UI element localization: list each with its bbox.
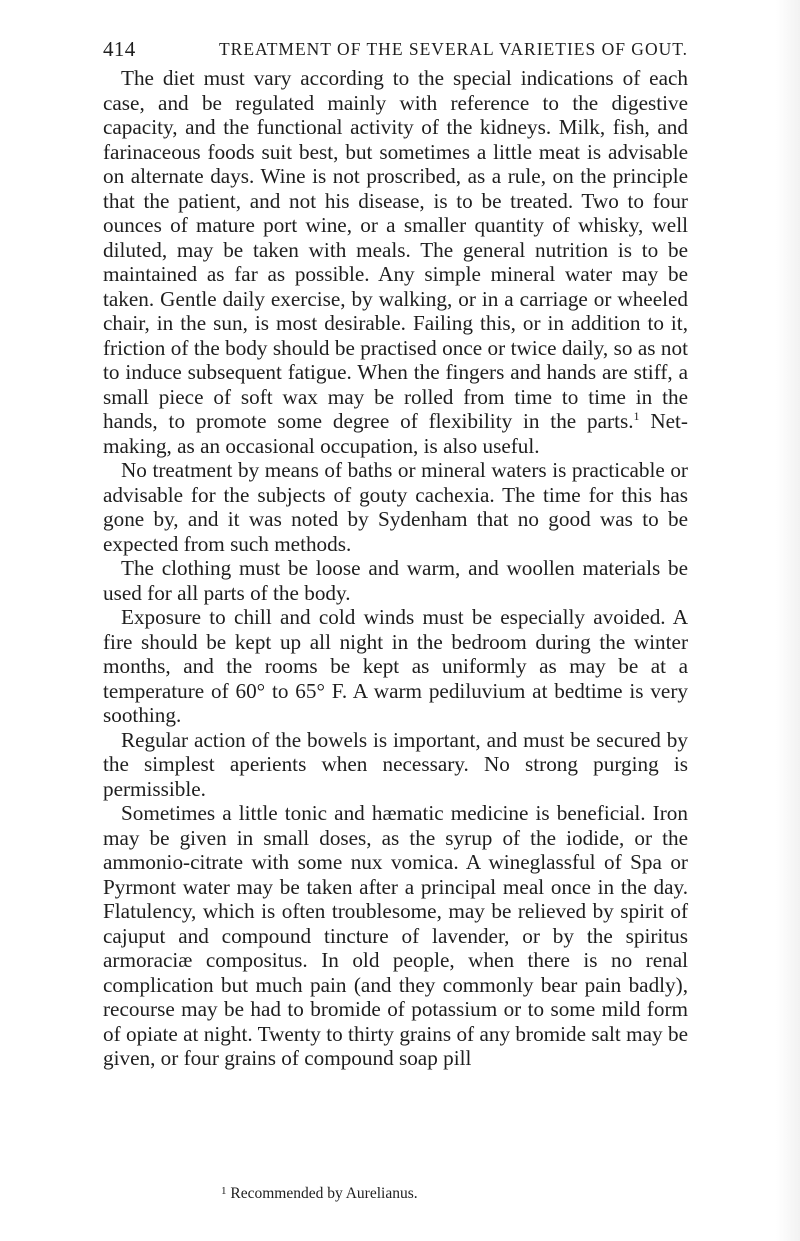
body-text xyxy=(103,66,688,1071)
paragraph-tonic xyxy=(103,801,688,1071)
running-title: TREATMENT OF THE SEVERAL VARIETIES OF GOUT. xyxy=(218,39,688,59)
paragraph-clothing xyxy=(103,556,688,605)
page-number: 414 xyxy=(103,37,136,61)
paragraph-baths xyxy=(103,458,688,556)
paragraph-text: Sometimes a little tonic and hæmatic medicine is beneficial. Iron may be given in small doses, as the syrup of the iodide, or the ammonio-citrate with some nux vomica. A wineglassful of Spa or Pyrmont water may be taken after a principal meal once in the day. Flatulency, which is often troublesome, may be relieved by spirit of cajuput and compound tincture of lavender, or by the spiritus armoraciæ compositus. In old people, when there is no renal complication but much pain (and they commonly bear pain badly), recourse may be had to bromide of potassium or to some mild form of opiate at night. Twenty to thirty grains of any bromide salt may be given, or four grains of compound soap pill xyxy=(103,801,688,1070)
paragraph-text: No treatment by means of baths or mineral waters is practicable or advisable for the subjects of gouty cachexia. The time for this has gone by, and it was noted by Sydenham that no good was to be expected from such methods. xyxy=(103,458,688,556)
paragraph-bowels xyxy=(103,728,688,802)
paragraph-diet xyxy=(103,66,688,458)
paragraph-text: The clothing must be loose and warm, and woollen materials be used for all parts of the body. xyxy=(103,556,688,605)
footnote-reference: 1 xyxy=(633,408,640,423)
footnote-text: Recommended by Aurelianus. xyxy=(226,1185,418,1202)
footnote-mark: 1 xyxy=(221,1185,227,1197)
paragraph-exposure xyxy=(103,605,688,728)
paragraph-text: The diet must vary according to the special indications of each case, and be regulated mainly with reference to the digestive capacity, and the functional activity of the kidneys. Milk, fish, and farinaceous foods suit best, but sometimes a little meat is advisable on alternate days. Wine is not proscribed, as a rule, on the principle that the patient, and not his disease, is to be treated. Two to four ounces of mature port wine, or a smaller quantity of whisky, well diluted, may be taken with meals. The general nutrition is to be maintained as far as possible. Any simple mineral water may be taken. Gentle daily exercise, by walking, or in a carriage or wheeled chair, in the sun, is most desirable. Failing this, or in addition to it, friction of the body should be practised once or twice daily, so as not to induce subsequent fatigue. When the fingers and hands are stiff, a small piece of soft wax may be rolled from time to time in the hands, to promote some degree of flexibility in the parts. xyxy=(103,66,688,433)
paragraph-text: Exposure to chill and cold winds must be especially avoided. A fire should be kept up all night in the bedroom during the winter months, and the rooms be kept as uniformly as may be at a temperature of 60° to 65° F. A warm pediluvium at bedtime is very soothing. xyxy=(103,605,688,727)
paragraph-text: Regular action of the bowels is important, and must be secured by the simplest aperients when necessary. No strong purging is permissible. xyxy=(103,727,688,801)
page-header xyxy=(103,37,688,67)
paragraph-text-continued: Net-making, as an occasional occupation, is also useful. xyxy=(103,409,688,458)
footnote xyxy=(103,1185,688,1203)
